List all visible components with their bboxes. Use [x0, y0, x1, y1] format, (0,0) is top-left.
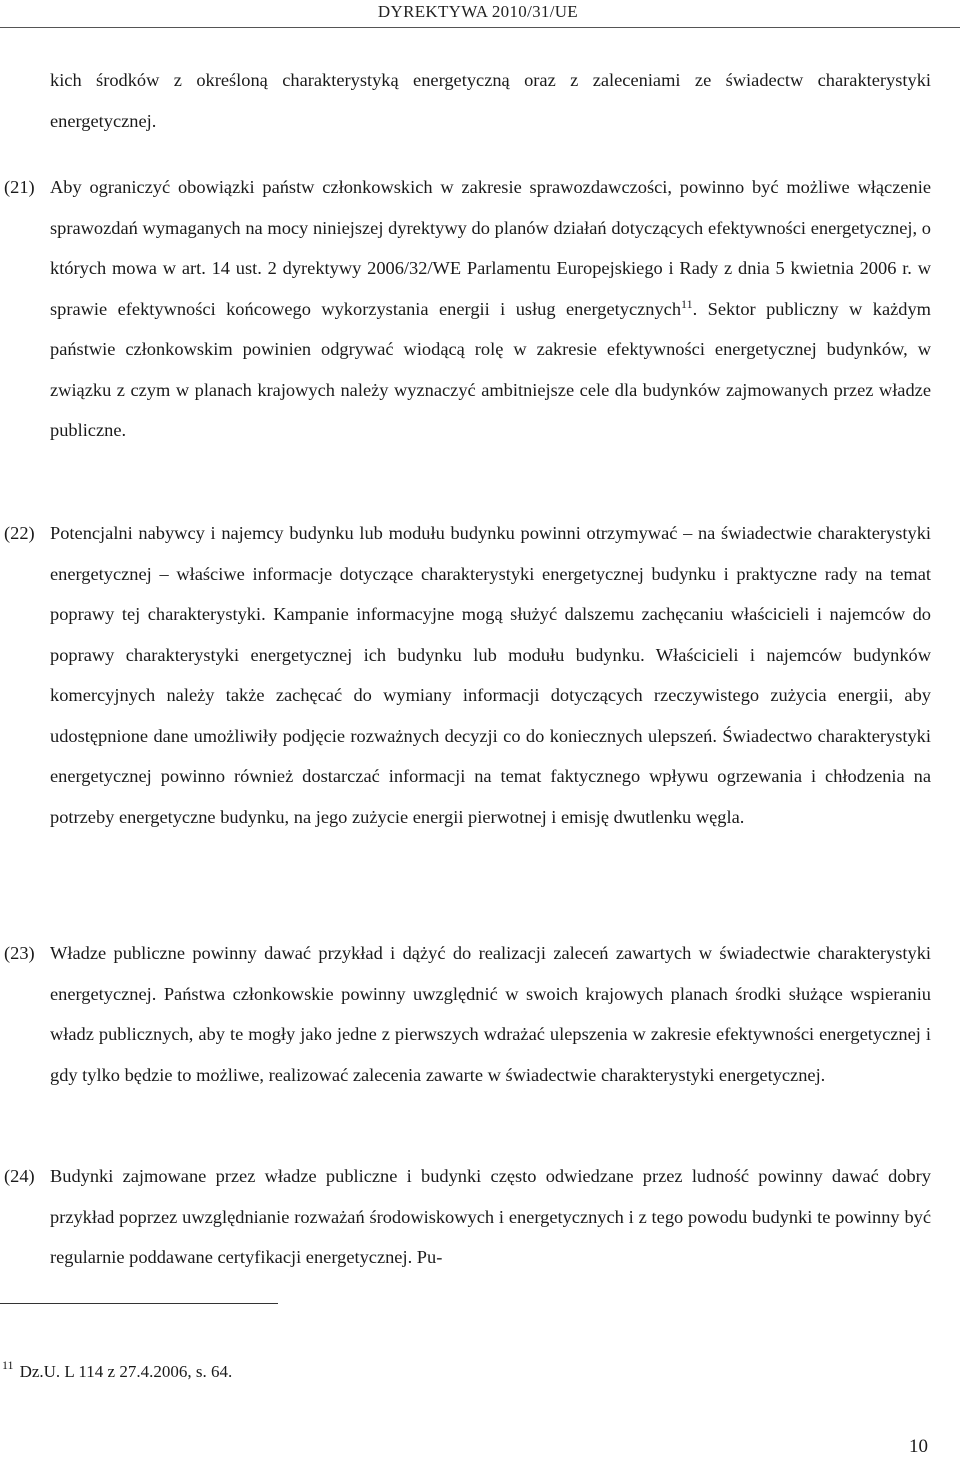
paragraph-continuation: kich środków z określoną charakterystyką energetyczną oraz z zaleceniami ze świadectw charakterystyki energetycznej. [50, 70, 931, 131]
recital-22 [4, 513, 931, 837]
recital-number: (22) [4, 523, 35, 543]
footnote-reference[interactable]: 11 [681, 296, 693, 311]
footnote-text: Dz.U. L 114 z 27.4.2006, s. 64. [19, 1362, 233, 1381]
recital-24 [4, 1156, 931, 1278]
recital-number: (24) [4, 1166, 35, 1186]
recital-text: Władze publiczne powinny dawać przykład i dążyć do realizacji zaleceń zawartych w świadectwie charakterystyki energetycznej. Państwa członkowskie powinny uwzględnić w swoich krajowych planach środki służące wspieraniu władz publicznych, aby te mogły jako jedne z pierwszych wdrażać ulepszenia w zakresie efektywności energetycznej i gdy tylko będzie to możliwe, realizować zalecenia zawarte w świadectwie charakterystyki energetycznej. [50, 943, 931, 1085]
page-number: 10 [909, 1436, 928, 1457]
recital-21 [4, 167, 931, 451]
recital-number: (21) [4, 177, 35, 197]
footnote-divider [0, 1303, 278, 1304]
header-divider [0, 27, 960, 28]
document-header: DYREKTYWA 2010/31/UE [377, 2, 578, 21]
recital-text: Aby ograniczyć obowiązki państw członkowskich w zakresie sprawozdawczości, powinno być możliwe włączenie sprawozdań wymaganych na mocy niniejszej dyrektywy do planów działań dotyczących efektywności energetycznej, o których mowa w art. 14 ust. 2 dyrektywy 2006/32/WE Parlamentu Europejskiego i Rady z dnia 5 kwietnia 2006 r. w sprawie efektywności końcowego wykorzystania energii i usług energetycznych [50, 177, 931, 319]
recital-23 [4, 933, 931, 1095]
recital-number: (23) [4, 943, 35, 963]
recital-text: Potencjalni nabywcy i najemcy budynku lub modułu budynku powinni otrzymywać – na świadectwie charakterystyki energetycznej – właściwe informacje dotyczące charakterystyki energetycznej budynku i praktyczne rady na temat poprawy tej charakterystyki. Kampanie informacyjne mogą służyć dalszemu zachęcaniu właścicieli i najemców do poprawy charakterystyki energetycznej ich budynku lub modułu budynku. Właścicieli i najemców budynków komercyjnych należy także zachęcać do wymiany informacji dotyczących rzeczywistego zużycia energii, aby udostępnione dane umożliwiły podjęcie rozważnych decyzji co do koniecznych ulepszeń. Świadectwo charakterystyki energetycznej powinno również dostarczać informacji na temat faktycznego wpływu ogrzewania i chłodzenia na potrzeby energetyczne budynku, na jego zużycie energii pierwotnej i emisję dwutlenku węgla. [50, 523, 931, 827]
footnote-mark: 11 [2, 1358, 14, 1372]
recital-text: Budynki zajmowane przez władze publiczne i budynki często odwiedzane przez ludność powinny dawać dobry przykład poprzez uwzględnianie rozważań środowiskowych i energetycznych i z tego powodu budynki te powinny być regularnie poddawane certyfikacji energetycznej. Pu- [50, 1166, 931, 1267]
recital-text: . Sektor publiczny w każdym państwie członkowskim powinien odgrywać wiodącą rolę w zakresie efektywności energetycznej budynków, w związku z czym w planach krajowych należy wyznaczyć ambitniejsze cele dla budynków zajmowanych przez władze publiczne. [50, 298, 931, 440]
footnote [2, 1358, 232, 1382]
